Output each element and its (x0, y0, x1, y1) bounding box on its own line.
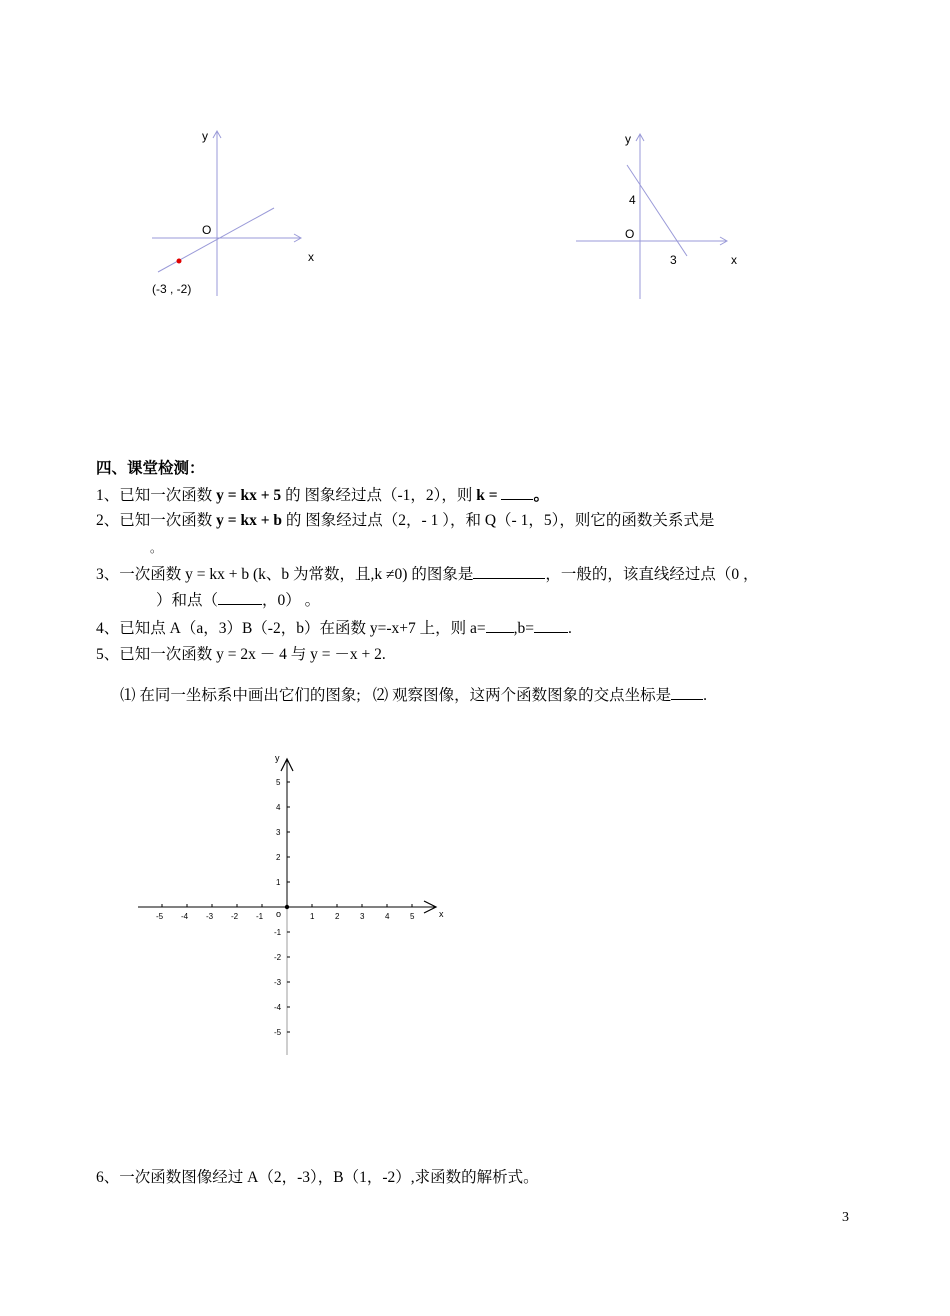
question-5: 5、已知一次函数 y = 2x － 4 与 y = －x + 2. (96, 646, 386, 663)
q5-part1: ⑴ 在同一坐标系中画出它们的图象; (120, 687, 361, 704)
grid-y-label: y (275, 753, 280, 763)
graph2-y-intercept-label: 4 (629, 193, 636, 207)
graph1-point (177, 259, 182, 264)
x-tick-label: -1 (256, 912, 264, 921)
q2-rest: 的 图象经过点（2，- 1 ），和 Q（- 1，5），则它的函数关系式是 (282, 512, 715, 529)
graph1-y-label: y (202, 129, 208, 143)
y-tick-label: 1 (276, 878, 281, 887)
question-3 (96, 564, 758, 585)
graph-2 (570, 125, 770, 310)
x-tick-label: -4 (181, 912, 189, 921)
question-6: 6、一次函数图像经过 A（2，-3），B（1，-2）,求函数的解析式。 (96, 1169, 539, 1186)
graph1-function-line (158, 208, 274, 272)
y-tick-label: -3 (274, 978, 282, 987)
graph2-x-label: x (731, 253, 737, 267)
y-tick-label: 2 (276, 853, 281, 862)
q1-prefix: 1、已知一次函数 (96, 487, 217, 504)
q1-answer-blank[interactable] (501, 485, 533, 500)
graph1-point-label: (-3 , -2) (152, 282, 192, 296)
x-tick-label: 3 (360, 912, 365, 921)
grid-origin-dot (285, 905, 289, 909)
q2-formula: y = kx + b (216, 512, 283, 529)
question-1 (96, 485, 549, 506)
question-2 (96, 511, 714, 531)
page-number: 3 (842, 1210, 849, 1225)
q5-end: . (703, 687, 707, 704)
q3-line2 (156, 590, 320, 611)
graph2-function-line (627, 165, 687, 256)
question-4 (96, 618, 572, 639)
graph1-x-label: x (308, 250, 314, 264)
q3-line2a: ）和点（ (156, 592, 219, 609)
graph2-x-intercept-label: 3 (670, 253, 677, 267)
x-tick-label: -5 (156, 912, 164, 921)
graph-1 (140, 120, 340, 310)
x-tick-label: -3 (206, 912, 214, 921)
y-tick-label: -2 (274, 953, 282, 962)
q3-line1b: ，一般的，该直线经过点（0 ， (545, 566, 759, 583)
coordinate-grid (130, 745, 460, 1065)
q1-end: 。 (533, 487, 549, 504)
q3-blank-1[interactable] (473, 564, 545, 579)
graph2-y-label: y (625, 132, 631, 146)
q5-blank[interactable] (671, 685, 703, 700)
x-tick-label: -2 (231, 912, 239, 921)
q3-line1a: 3、一次函数 y = kx + b (k、b 为常数，且,k ≠0) 的图象是 (96, 566, 474, 583)
y-tick-label: -4 (274, 1003, 282, 1012)
graph1-origin-label: O (202, 223, 212, 237)
x-tick-label: 4 (385, 912, 390, 921)
q1-formula: y = kx + 5 (216, 487, 282, 504)
q4-a: 4、已知点 A（a，3）B（-2，b）在函数 y=-x+7 上，则 a= (96, 620, 486, 637)
x-tick-label: 2 (335, 912, 340, 921)
question-5-subparts (120, 685, 707, 706)
q5-part2: ⑵ 观察图像，这两个函数图象的交点坐标是 (372, 687, 672, 704)
grid-x-label: x (439, 909, 444, 919)
q2-line2: 。 (150, 541, 163, 555)
q1-answer-label: k = (476, 487, 502, 504)
graph2-origin-label: O (625, 227, 635, 241)
grid-origin-label: o (276, 909, 282, 919)
x-tick-label: 1 (310, 912, 315, 921)
section-title: 四、课堂检测： (96, 460, 205, 477)
x-tick-label: 5 (410, 912, 415, 921)
q2-prefix: 2、已知一次函数 (96, 512, 217, 529)
y-tick-label: 5 (276, 778, 281, 787)
q4-c: . (567, 620, 572, 637)
y-tick-label: 3 (276, 828, 281, 837)
q3-blank-2[interactable] (218, 590, 262, 605)
y-tick-label: -1 (274, 928, 282, 937)
y-tick-label: -5 (274, 1028, 282, 1037)
q4-blank-b[interactable] (534, 618, 568, 633)
y-tick-label: 4 (276, 803, 281, 812)
q4-b: ,b= (513, 620, 534, 637)
q3-line2b: ，0） 。 (262, 592, 321, 609)
q4-blank-a[interactable] (486, 618, 514, 633)
q1-mid: 的 图象经过点（-1，2），则 (281, 487, 477, 504)
